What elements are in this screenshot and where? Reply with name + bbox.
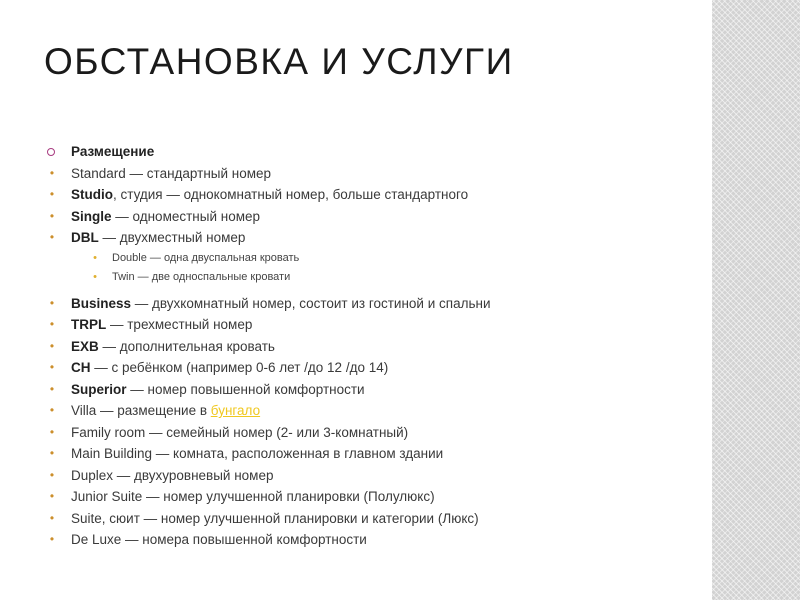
item-text: Suite, сюит — номер улучшенной планировки и категории (Люкс): [71, 510, 479, 526]
list-item: [46, 465, 706, 487]
item-term: Superior: [71, 381, 127, 397]
list-item: [46, 508, 706, 530]
dot-bullet-icon: •: [49, 360, 55, 374]
item-text: Duplex — двухуровневый номер: [71, 467, 274, 483]
item-text: Junior Suite — номер улучшенной планировки (Полулюкс): [71, 489, 435, 504]
dot-bullet-icon: •: [49, 424, 55, 439]
dot-bullet-icon: •: [49, 295, 55, 310]
list-item: [46, 443, 706, 465]
item-text: Family room — семейный номер (2- или 3-комнатный): [71, 424, 409, 440]
list-item: [46, 293, 706, 315]
dot-bullet-icon: •: [49, 489, 55, 503]
item-desc: — номер повышенной комфортности: [126, 381, 365, 397]
bungalow-link[interactable]: бунгало: [210, 403, 261, 418]
list-item: [46, 357, 706, 379]
sub-item-text: Twin — две односпальные кровати: [112, 270, 291, 283]
list-item: [46, 227, 706, 249]
sub-list-item: [46, 268, 706, 287]
list-item: [46, 486, 706, 508]
item-desc: — одноместный номер: [111, 208, 261, 224]
item-desc: Standard: [71, 165, 126, 181]
dot-bullet-icon: •: [49, 230, 55, 244]
item-desc: — двухкомнатный номер, состоит из гостиной и спальни: [131, 295, 491, 311]
item-term: Studio: [71, 187, 113, 202]
list-item: [46, 314, 706, 336]
item-desc: , студия — однокомнатный номер, больше стандартного: [113, 187, 469, 202]
item-desc: — с ребёнком (например 0-6 лет /до 12 /до 14): [90, 360, 389, 375]
dot-bullet-icon: •: [49, 165, 55, 180]
item-text: De Luxe — номера повышенной комфортности: [71, 532, 367, 547]
dot-bullet-icon: •: [49, 403, 55, 417]
item-desc: — трехместный номер: [106, 317, 253, 332]
list-heading: [46, 141, 706, 163]
dot-bullet-icon: •: [49, 187, 55, 201]
item-term: TRPL: [71, 317, 107, 332]
item-term: DBL: [71, 230, 99, 245]
decorative-side-panel: [712, 0, 800, 600]
circle-bullet-icon: [47, 148, 55, 156]
list-item: [46, 184, 706, 206]
slide-title: ОБСТАНОВКА И УСЛУГИ: [44, 41, 514, 82]
bullet-list: [46, 141, 706, 551]
item-term: EXB: [71, 338, 99, 354]
item-desc: Villa — размещение в: [71, 403, 211, 418]
item-desc: — дополнительная кровать: [98, 338, 275, 354]
dot-bullet-icon: •: [93, 251, 97, 264]
list-item: [46, 163, 706, 185]
sub-item-text: Double — одна двуспальная кровать: [112, 251, 300, 264]
dot-bullet-icon: •: [93, 270, 97, 283]
item-term: Single: [71, 208, 112, 224]
list-item: [46, 529, 706, 551]
list-heading-label: Размещение: [71, 144, 155, 159]
item-desc: — стандартный номер: [125, 165, 272, 181]
item-term: Business: [71, 295, 132, 311]
dot-bullet-icon: •: [49, 446, 55, 460]
dot-bullet-icon: •: [49, 467, 55, 482]
dot-bullet-icon: •: [49, 338, 55, 353]
dot-bullet-icon: •: [49, 317, 55, 331]
list-item: [46, 206, 706, 228]
list-item: [46, 336, 706, 358]
list-item: [46, 422, 706, 444]
sub-list-item: [46, 249, 706, 268]
list-item: [46, 379, 706, 401]
dot-bullet-icon: •: [49, 510, 55, 525]
dot-bullet-icon: •: [49, 381, 55, 396]
dot-bullet-icon: •: [49, 208, 55, 223]
item-term: CH: [71, 360, 91, 375]
item-text: Main Building — комната, расположенная в главном здании: [71, 446, 444, 461]
list-item: [46, 400, 706, 422]
item-desc: — двухместный номер: [98, 230, 246, 245]
dot-bullet-icon: •: [49, 532, 55, 546]
